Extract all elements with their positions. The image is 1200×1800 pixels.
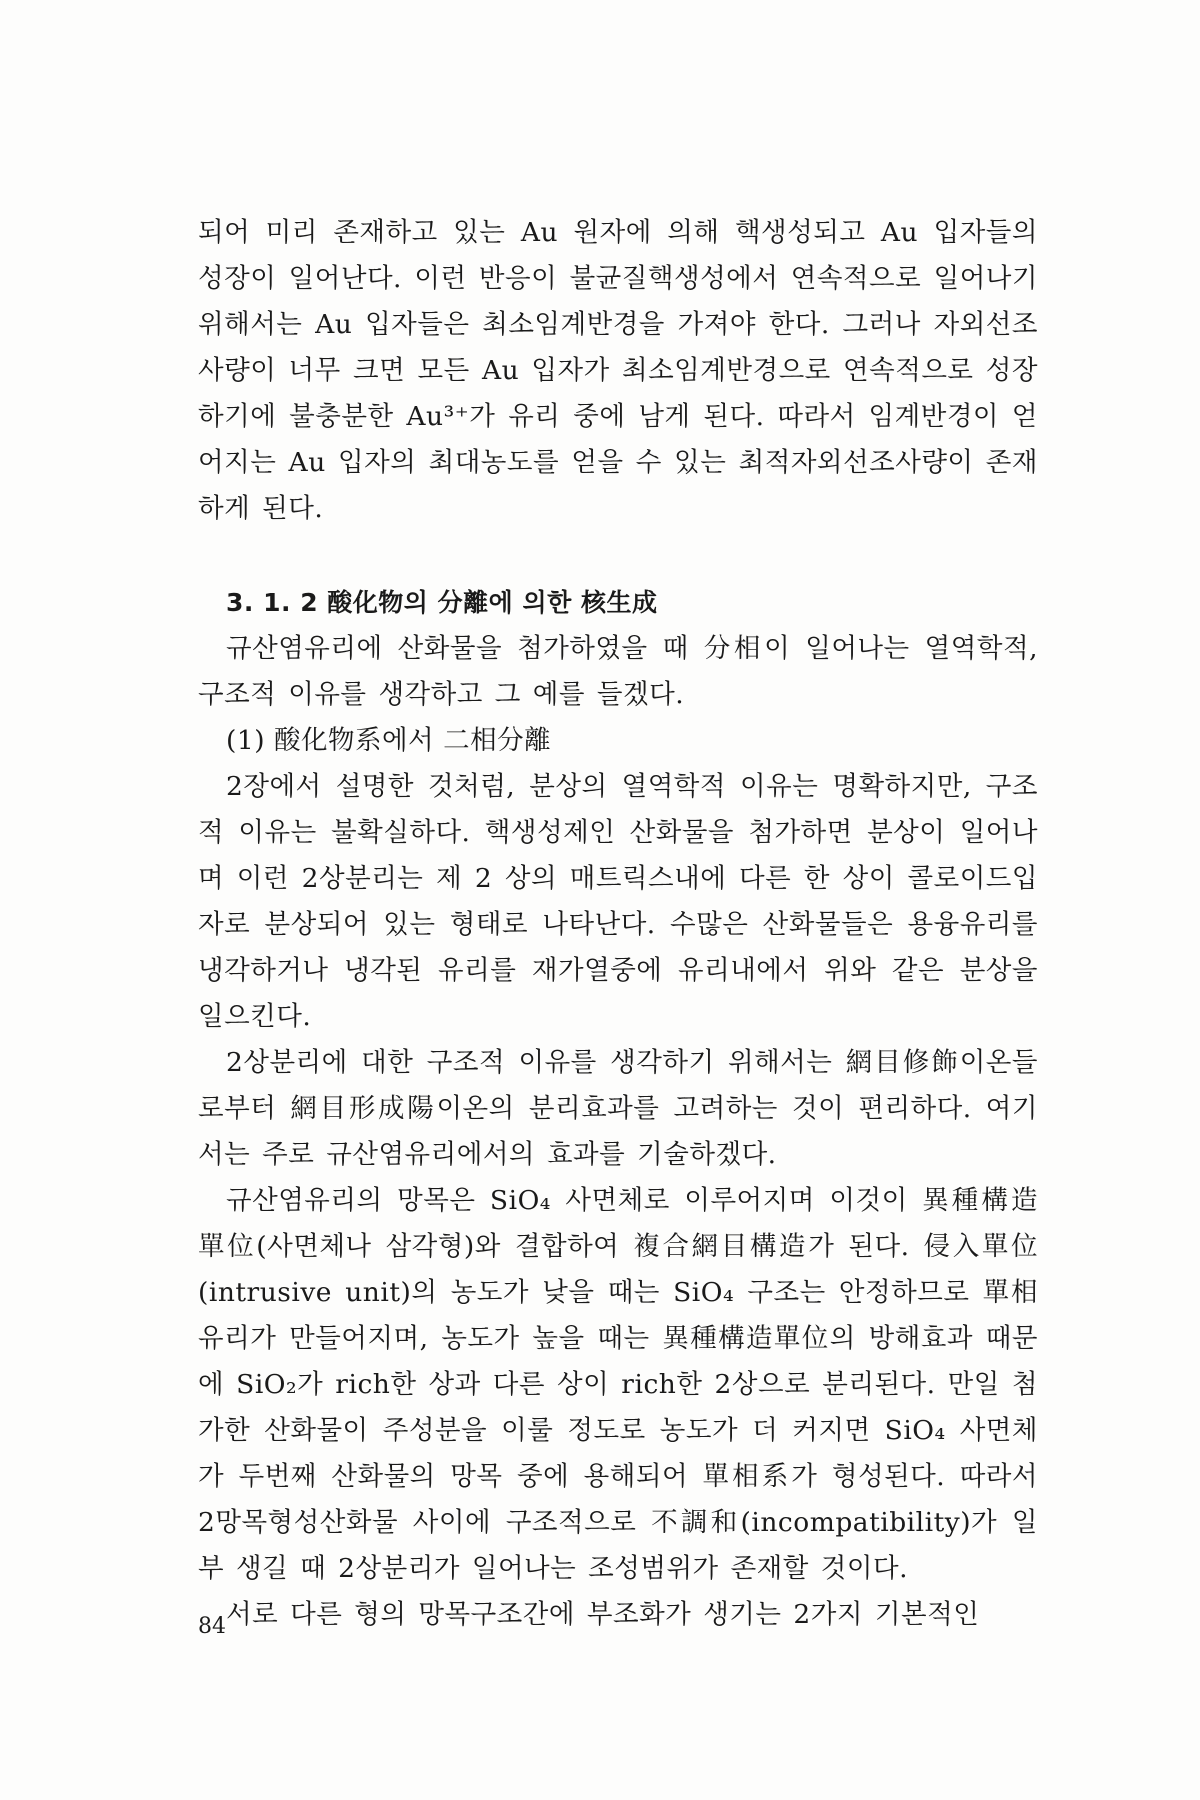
paragraph: 서로 다른 형의 망목구조간에 부조화가 생기는 2가지 기본적인 [226,1599,980,1630]
section-intro: 규산염유리에 산화물을 첨가하였을 때 分相이 일어나는 열역학적, 구조적 이유를 생각하고 그 예를 들겠다. [198,633,1038,710]
text-column [198,210,1038,1638]
page-number: 84 [198,1614,226,1639]
paragraph: 규산염유리의 망목은 SiO₄ 사면체로 이루어지며 이것이 異種構造單位(사면체나 삼각형)와 결합하여 複合網目構造가 된다. 侵入單位(intrusive unit)의 농도가 낮을 때는 SiO₄ 구조는 안정하므로 單相유리가 만들어지며, 농도가 높을 때는 異種構造單位의 방해효과 때문에 SiO₂가 rich한 상과 다른 상이 rich한 2상으로 분리된다. 만일 첨가한 산화물이 주성분을 이룰 정도로 농도가 더 커지면 SiO₄ 사면체가 두번째 산화물의 망목 중에 용해되어 單相系가 형성된다. 따라서 2망목형성산화물 사이에 구조적으로 不調和(incompatibility)가 일부 생길 때 2상분리가 일어나는 조성범위가 존재할 것이다. [198,1185,1038,1584]
section-heading: 3. 1. 2 酸化物의 分離에 의한 核生成 [226,588,658,617]
section-spacer [198,532,1038,580]
paragraph-continuation: 되어 미리 존재하고 있는 Au 원자에 의해 핵생성되고 Au 입자들의 성장이 일어난다. 이런 반응이 불균질핵생성에서 연속적으로 일어나기 위해서는 Au 입자들은 최소임계반경을 가져야 한다. 그러나 자외선조사량이 너무 크면 모든 Au 입자가 최소임계반경으로 연속적으로 성장하기에 불충분한 Au³⁺가 유리 중에 남게 된다. 따라서 임계반경이 얻어지는 Au 입자의 최대농도를 얻을 수 있는 최적자외선조사량이 존재하게 된다. [198,217,1038,524]
paragraph: 2상분리에 대한 구조적 이유를 생각하기 위해서는 網目修飾이온들로부터 網目形成陽이온의 분리효과를 고려하는 것이 편리하다. 여기서는 주로 규산염유리에서의 효과를 기술하겠다. [198,1047,1038,1170]
paragraph: 2장에서 설명한 것처럼, 분상의 열역학적 이유는 명확하지만, 구조적 이유는 불확실하다. 핵생성제인 산화물을 첨가하면 분상이 일어나며 이런 2상분리는 제 2 상의 매트릭스내에 다른 한 상이 콜로이드입자로 분상되어 있는 형태로 나타난다. 수많은 산화물들은 용융유리를 냉각하거나 냉각된 유리를 재가열중에 유리내에서 위와 같은 분상을 일으킨다. [198,771,1038,1032]
sub-heading: (1) 酸化物系에서 二相分離 [226,725,552,756]
